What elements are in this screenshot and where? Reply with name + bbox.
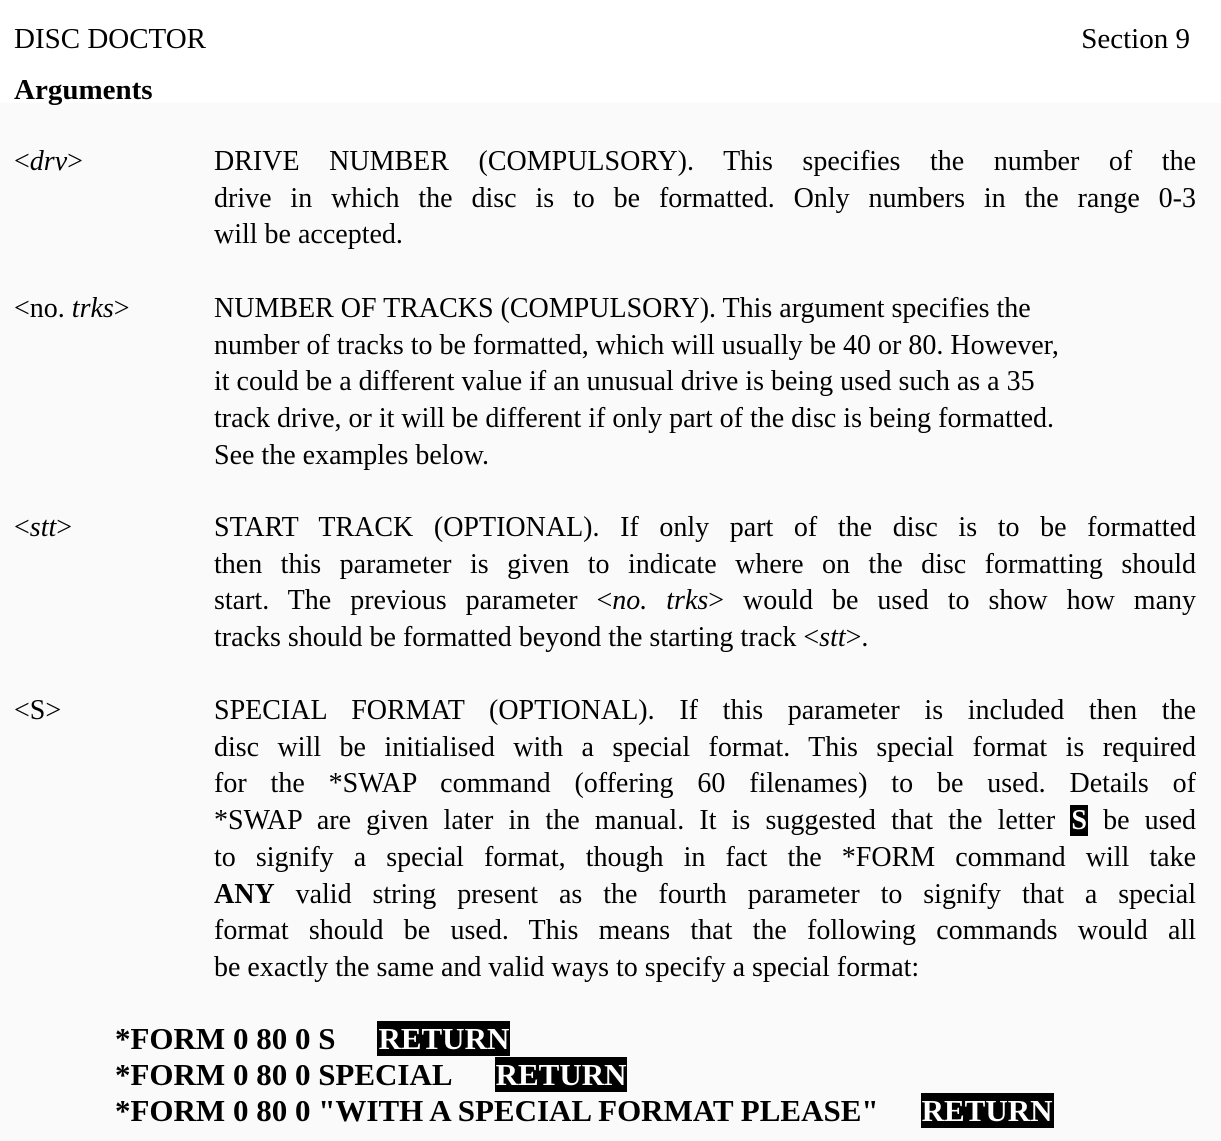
argument-description: DRIVE NUMBER (COMPULSORY). This specifies the number of the drive in which the disc is to be formatted. Only numbers in the range 0-3 will be accepted. xyxy=(214,146,1196,251)
highlighted-letter: S xyxy=(1071,805,1087,837)
argument-description: START TRACK (OPTIONAL). If only part of the disc is to be formatted then this parameter is given to indicate where on the disc formatting should start. The previous parameter <no. trks> would be used to show how many tracks should be formatted beyond the starting track <stt>. xyxy=(214,512,1197,654)
argument-s xyxy=(14,693,1196,987)
emphasis-any: ANY xyxy=(214,878,275,910)
argument-description: NUMBER OF TRACKS (COMPULSORY). This argument specifies the number of tracks to be formatted, which will usually be 40 or 80. However, it could be a different value if an unusual drive is being used such as a 35 track drive, or it will be different if only part of the disc is being formatted. See the examples below. xyxy=(214,293,1059,471)
argument-description: SPECIAL FORMAT (OPTIONAL). If this parameter is included then the disc will be initialised with a special format. This special format is required for the *SWAP command (offering 60 filenames) to be used. Details of *SWAP are given later in the manual. It is suggested that the letter S be used to signify a special format, though in fact the *FORM command will take ANY valid string present as the fourth parameter to signify that a special format should be used. This means that the following commands would all be exactly the same and valid ways to specify a special format: xyxy=(214,695,1197,983)
running-header-section: Section 9 xyxy=(1081,23,1190,55)
argument-stt xyxy=(14,510,1196,657)
example-commands xyxy=(115,1021,1054,1129)
example-command-line: *FORM 0 80 0 S RETURN xyxy=(115,1021,510,1056)
argument-term: <S> xyxy=(14,695,62,726)
argument-term: <drv> xyxy=(14,146,83,177)
argument-term: <no. trks> xyxy=(14,293,130,324)
return-key: RETURN xyxy=(495,1057,627,1092)
running-header-title: DISC DOCTOR xyxy=(14,23,207,55)
example-command-line: *FORM 0 80 0 SPECIAL RETURN xyxy=(115,1057,627,1092)
argument-no-trks xyxy=(14,291,1196,475)
argument-drv xyxy=(14,144,1196,254)
return-key: RETURN xyxy=(921,1093,1053,1128)
example-command-line: *FORM 0 80 0 "WITH A SPECIAL FORMAT PLEASE" RETURN xyxy=(115,1093,1053,1128)
argument-term: <stt> xyxy=(14,512,73,543)
section-heading: Arguments xyxy=(14,74,153,106)
return-key: RETURN xyxy=(378,1021,510,1056)
